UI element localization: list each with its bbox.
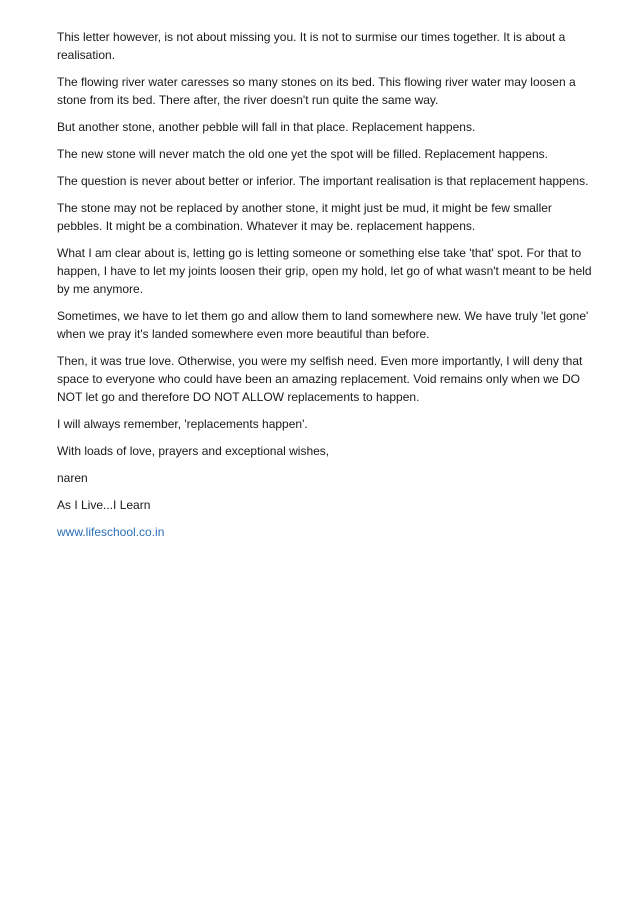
website-line	[57, 523, 597, 541]
paragraph-3: But another stone, another pebble will fall in that place. Replacement happens.	[57, 120, 476, 134]
paragraph-4: The new stone will never match the old one yet the spot will be filled. Replacement happens.	[57, 147, 548, 161]
paragraph-8: Sometimes, we have to let them go and allow them to land somewhere new. We have truly 'let gone' when we pray it's landed somewhere even more beautiful than before.	[57, 309, 589, 341]
paragraph-10: I will always remember, 'replacements happen'.	[57, 417, 308, 431]
paragraph-5: The question is never about better or inferior. The important realisation is that replacement happens.	[57, 174, 589, 188]
paragraph-9: Then, it was true love. Otherwise, you were my selfish need. Even more importantly, I will deny that space to everyone who could have been an amazing replacement. Void remains only when we DO NOT let go and therefore DO NOT ALLOW replacements to happen.	[57, 354, 583, 404]
website-link[interactable]: www.lifeschool.co.in	[57, 525, 165, 539]
paragraph-1: This letter however, is not about missing you. It is not to surmise our times together. It is about a realisation.	[57, 30, 566, 62]
paragraph-7: What I am clear about is, letting go is letting someone or something else take 'that' spot. For that to happen, I have to let my joints loosen their grip, open my hold, let go of what wasn't meant to be held by me anymore.	[57, 246, 592, 296]
paragraph-6: The stone may not be replaced by another stone, it might just be mud, it might be few smaller pebbles. It might be a combination. Whatever it may be. replacement happens.	[57, 201, 552, 233]
tagline: As I Live...I Learn	[57, 498, 151, 512]
paragraph-2: The flowing river water caresses so many stones on its bed. This flowing river water may loosen a stone from its bed. There after, the river doesn't run quite the same way.	[57, 75, 576, 107]
letter-body	[57, 28, 597, 550]
signature: naren	[57, 471, 88, 485]
closing-line: With loads of love, prayers and exceptional wishes,	[57, 444, 330, 458]
